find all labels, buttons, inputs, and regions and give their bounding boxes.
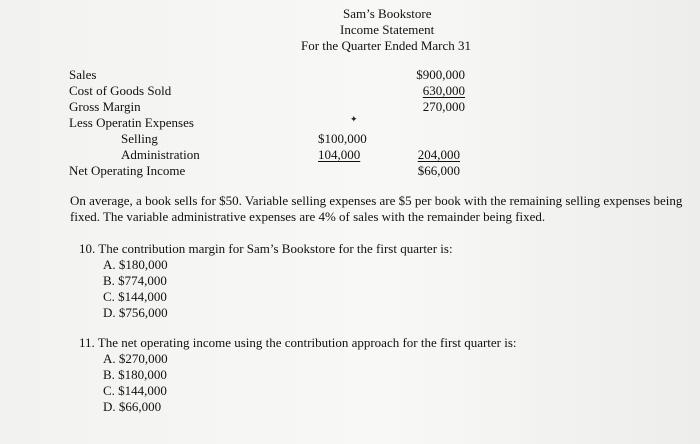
noi-value: $66,000 bbox=[417, 163, 460, 178]
question-10-option-d: D. $756,000 bbox=[103, 305, 168, 320]
cogs-value: 630,000 bbox=[422, 83, 465, 98]
question-11-option-c: C. $144,000 bbox=[103, 383, 167, 398]
question-10-stem: 10. The contribution margin for Sam’s Bookstore for the first quarter is: bbox=[79, 241, 453, 256]
question-11-option-b: B. $180,000 bbox=[103, 367, 167, 382]
gross-margin-value: 270,000 bbox=[422, 99, 465, 114]
noi-label: Net Operating Income bbox=[69, 163, 186, 178]
admin-label: Administration bbox=[121, 147, 200, 162]
question-11-option-d: D. $66,000 bbox=[103, 399, 162, 414]
gross-margin-label: Gross Margin bbox=[69, 99, 141, 114]
question-10-option-c: C. $144,000 bbox=[103, 289, 167, 304]
statement-period: For the Quarter Ended March 31 bbox=[301, 38, 472, 53]
question-11-option-a: A. $270,000 bbox=[103, 351, 168, 366]
narrative-paragraph: On average, a book sells for $50. Variable selling expenses are $5 per book with the remaining selling expenses being fixed. The variable administrative expenses are 4% of sales with the remainder being fixed. bbox=[70, 193, 683, 224]
company-name: Sam’s Bookstore bbox=[343, 6, 432, 21]
selling-value: $100,000 bbox=[318, 131, 367, 146]
cogs-label: Cost of Goods Sold bbox=[69, 83, 172, 98]
statement-title: Income Statement bbox=[340, 22, 435, 37]
question-10-option-b: B. $774,000 bbox=[103, 273, 167, 288]
cursor-mark-icon: ✦ bbox=[350, 114, 358, 124]
question-10-option-a: A. $180,000 bbox=[103, 257, 168, 272]
admin-value: 104,000 bbox=[318, 147, 361, 162]
sales-label: Sales bbox=[69, 67, 97, 82]
sales-value: $900,000 bbox=[416, 67, 465, 82]
less-opex-label: Less Operatin Expenses bbox=[69, 115, 194, 130]
question-11-stem: 11. The net operating income using the contribution approach for the first quarter is: bbox=[79, 335, 517, 350]
total-opex-value: 204,000 bbox=[417, 147, 460, 162]
selling-label: Selling bbox=[121, 131, 158, 146]
